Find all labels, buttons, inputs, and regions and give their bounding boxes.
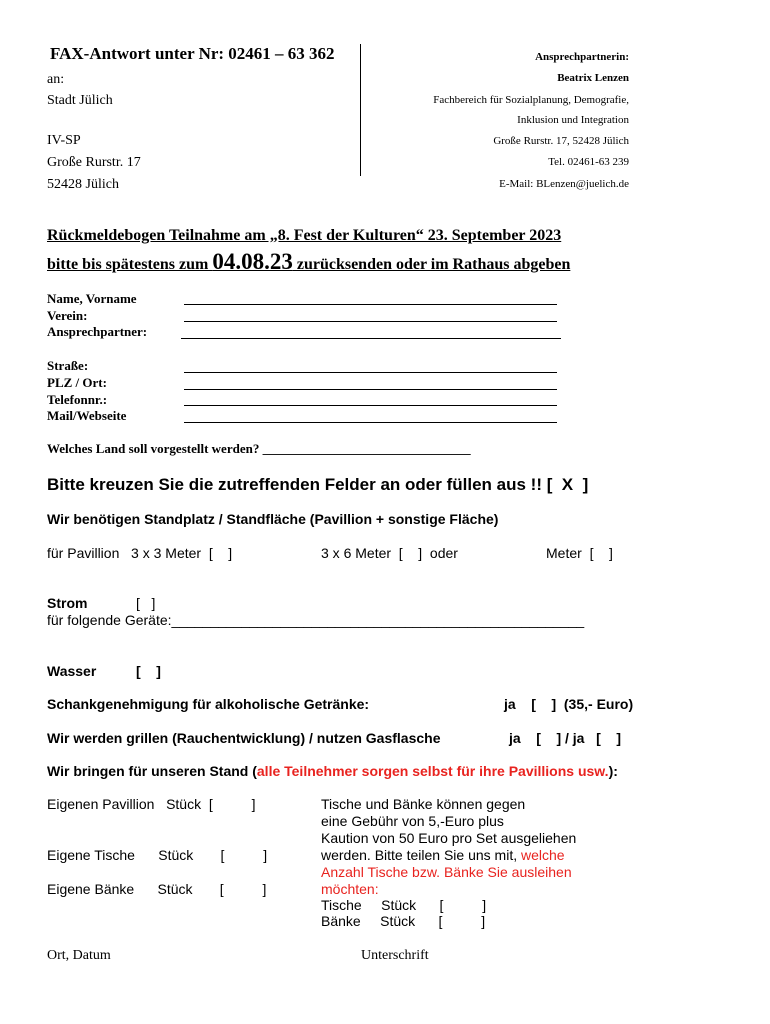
rent-text-3: Kaution von 50 Euro pro Set ausgeliehen	[321, 830, 577, 846]
contact-email: E-Mail: BLenzen@juelich.de	[499, 178, 629, 190]
strasse-input-line[interactable]	[184, 372, 557, 373]
label-verein: Verein:	[47, 308, 88, 323]
label-mail: Mail/Webseite	[47, 408, 127, 423]
ansprechpartner-input-line[interactable]	[181, 338, 561, 339]
label-telefon: Telefonnr.:	[47, 392, 108, 407]
rent-text-5: Anzahl Tische bzw. Bänke Sie ausleihen	[321, 864, 572, 880]
to-label: an:	[47, 72, 65, 87]
telefon-input-line[interactable]	[184, 405, 557, 406]
standplatz-heading: Wir benötigen Standplatz / Standfläche (Pavillion + sonstige Fläche)	[47, 511, 499, 527]
fax-title: FAX-Antwort unter Nr: 02461 – 63 362	[50, 44, 335, 63]
contact-dept-2: Inklusion und Integration	[517, 114, 629, 126]
address-line-1: Stadt Jülich	[47, 93, 113, 108]
ort-datum-label: Ort, Datum	[47, 948, 111, 963]
address-line-2: IV-SP	[47, 133, 81, 148]
pavillion-3x6-option[interactable]: 3 x 6 Meter [ ] oder	[321, 545, 458, 561]
contact-street: Große Rurstr. 17, 52428 Jülich	[493, 135, 629, 147]
form-subtitle: bitte bis spätestens zum 04.08.23 zurücksenden oder im Rathaus abgeben	[47, 249, 571, 274]
contact-label: Ansprechpartnerin:	[535, 51, 629, 63]
address-line-3: Große Rurstr. 17	[47, 155, 141, 170]
schank-checkbox[interactable]: ja [ ] (35,- Euro)	[504, 696, 634, 712]
label-name: Name, Vorname	[47, 291, 137, 306]
name-input-line[interactable]	[184, 304, 557, 305]
rent-text-2: eine Gebühr von 5,-Euro plus	[321, 813, 504, 829]
eigener-pavillion-field[interactable]: Eigenen Pavillion Stück [ ]	[47, 796, 256, 812]
grill-label: Wir werden grillen (Rauchentwicklung) / nutzen Gasflasche	[47, 730, 441, 746]
wasser-label: Wasser	[47, 663, 97, 679]
meter-option[interactable]: Meter [ ]	[546, 545, 613, 561]
address-line-4: 52428 Jülich	[47, 177, 119, 192]
label-strasse: Straße:	[47, 358, 89, 373]
contact-dept-1: Fachbereich für Sozialplanung, Demografie,	[433, 94, 629, 106]
strom-checkbox[interactable]: [ ]	[136, 595, 156, 611]
header-divider	[360, 44, 361, 176]
deadline-date: 04.08.23	[212, 249, 293, 274]
grill-checkboxes[interactable]: ja [ ] / ja [ ]	[509, 730, 622, 746]
pavillion-3x3-option[interactable]: für Pavillion 3 x 3 Meter [ ]	[47, 545, 233, 561]
bringen-heading: Wir bringen für unseren Stand (alle Teilnehmer sorgen selbst für ihre Pavillions usw.):	[47, 763, 618, 779]
eigene-tische-field[interactable]: Eigene Tische Stück [ ]	[47, 847, 268, 863]
form-title: Rückmeldebogen Teilnahme am „8. Fest der Kulturen“ 23. September 2023	[47, 227, 562, 244]
verein-input-line[interactable]	[184, 321, 557, 322]
strom-label: Strom	[47, 595, 88, 611]
contact-name: Beatrix Lenzen	[557, 72, 629, 84]
geraete-input[interactable]: für folgende Geräte:_____________________________________________________	[47, 612, 585, 628]
wasser-checkbox[interactable]: [ ]	[136, 663, 161, 679]
rent-tische-field[interactable]: Tische Stück [ ]	[321, 897, 487, 913]
rent-text-6: möchten:	[321, 881, 379, 897]
unterschrift-label: Unterschrift	[361, 948, 429, 963]
land-question[interactable]: Welches Land soll vorgestellt werden? ________________________________	[47, 441, 471, 456]
instructions-heading: Bitte kreuzen Sie die zutreffenden Felder an oder füllen aus !! [ X ]	[47, 475, 589, 494]
label-plz: PLZ / Ort:	[47, 375, 107, 390]
mail-input-line[interactable]	[184, 422, 557, 423]
rent-text-4: werden. Bitte teilen Sie uns mit, welche	[321, 847, 565, 863]
plz-input-line[interactable]	[184, 389, 557, 390]
contact-tel: Tel. 02461-63 239	[548, 156, 629, 168]
label-ansprechpartner: Ansprechpartner:	[47, 324, 148, 339]
rent-baenke-field[interactable]: Bänke Stück [ ]	[321, 913, 486, 929]
eigene-baenke-field[interactable]: Eigene Bänke Stück [ ]	[47, 881, 267, 897]
rent-text-1: Tische und Bänke können gegen	[321, 796, 526, 812]
schank-label: Schankgenehmigung für alkoholische Getränke:	[47, 696, 370, 712]
